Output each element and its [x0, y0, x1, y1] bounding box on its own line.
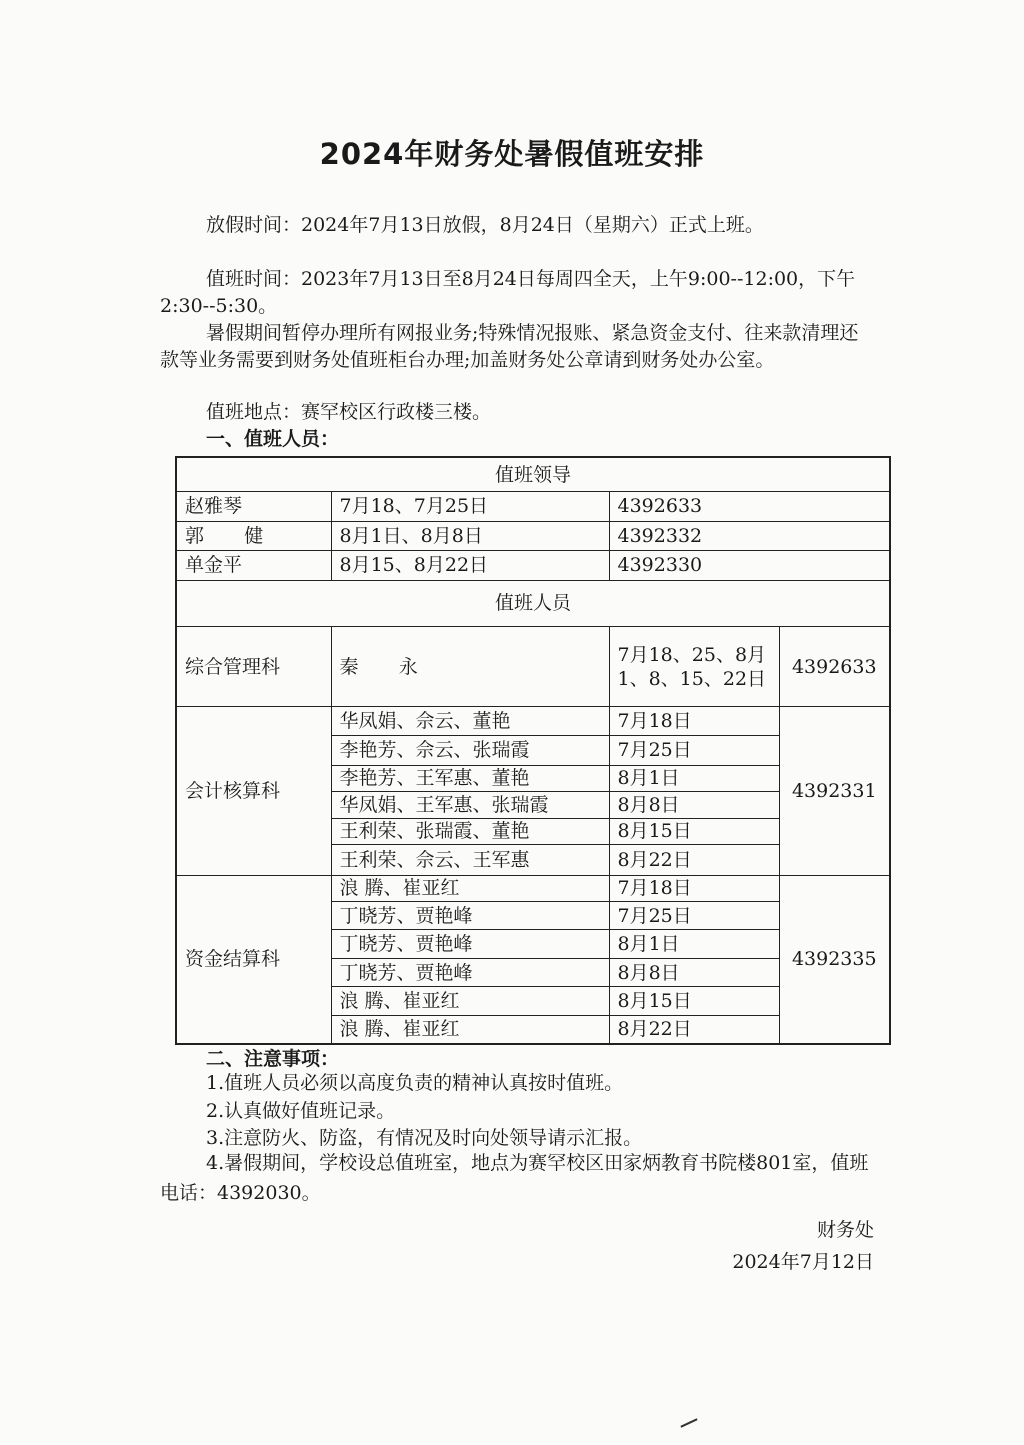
table-row [176, 521, 890, 551]
staff-date: 8月22日 [609, 845, 779, 876]
scan-mark [680, 1418, 697, 1427]
staff-names: 王利荣、佘云、王军惠 [331, 845, 609, 876]
leader-name: 郭 健 [176, 521, 331, 551]
table-row [176, 492, 890, 522]
section-notes-heading: 二、注意事项： [206, 1048, 340, 1070]
note-item: 1.值班人员必须以高度负责的精神认真按时值班。 [206, 1072, 624, 1094]
dept-general: 综合管理科 [176, 627, 331, 706]
staff-names: 丁晓芳、贾艳峰 [331, 958, 609, 986]
staff-names: 秦 永 [331, 627, 609, 706]
dept-phone: 4392633 [779, 627, 890, 706]
leader-dates: 8月1日、8月8日 [331, 521, 609, 551]
staff-date: 7月18日 [609, 706, 779, 736]
business-notice-paragraph: 暑假期间暂停办理所有网报业务;特殊情况报账、紧急资金支付、往来款清理还款等业务需要到财务处值班柜台办理;加盖财务处公章请到财务处办公室。 [160, 322, 859, 371]
signature-org: 财务处 [816, 1219, 874, 1241]
leader-dates: 8月15、8月22日 [331, 551, 609, 581]
holiday-time-paragraph: 放假时间：2024年7月13日放假，8月24日（星期六）正式上班。 [206, 214, 764, 236]
note-item: 2.认真做好值班记录。 [206, 1100, 396, 1122]
leaders-header: 值班领导 [176, 457, 890, 492]
leader-name: 单金平 [176, 551, 331, 581]
staff-date: 8月22日 [609, 1015, 779, 1044]
leader-name: 赵雅琴 [176, 492, 331, 522]
leader-phone: 4392633 [609, 492, 890, 522]
staff-date: 8月8日 [609, 958, 779, 986]
staff-date: 8月15日 [609, 818, 779, 844]
staff-date: 8月1日 [609, 930, 779, 958]
staff-names: 华凤娟、佘云、董艳 [331, 706, 609, 736]
leader-dates: 7月18、7月25日 [331, 492, 609, 522]
staff-date: 7月18日 [609, 875, 779, 901]
staff-names: 浪 腾、崔亚红 [331, 875, 609, 901]
duty-time-paragraph: 值班时间：2023年7月13日至8月24日每周四全天，上午9:00--12:00，下午2:30--5:30。 [160, 268, 856, 317]
table-row [176, 875, 890, 901]
note-item: 3.注意防火、防盗，有情况及时向处领导请示汇报。 [206, 1127, 643, 1149]
staff-dates: 7月18、25、8月1、8、15、22日 [609, 627, 779, 706]
staff-names: 李艳芳、佘云、张瑞霞 [331, 736, 609, 766]
table-row [176, 551, 890, 581]
document-title: 2024年财务处暑假值班安排 [319, 137, 705, 171]
dept-phone: 4392331 [779, 706, 890, 875]
staff-names: 丁晓芳、贾艳峰 [331, 901, 609, 929]
staff-date: 7月25日 [609, 901, 779, 929]
dept-accounting: 会计核算科 [176, 706, 331, 875]
staff-header: 值班人员 [176, 580, 890, 627]
duty-location-paragraph: 值班地点：赛罕校区行政楼三楼。 [206, 401, 492, 423]
table-row [176, 627, 890, 706]
duty-schedule-table [175, 456, 891, 1045]
staff-names: 浪 腾、崔亚红 [331, 1015, 609, 1044]
section-duty-personnel-heading: 一、值班人员： [206, 428, 340, 450]
staff-date: 8月8日 [609, 792, 779, 818]
staff-names: 浪 腾、崔亚红 [331, 987, 609, 1015]
staff-names: 李艳芳、王军惠、董艳 [331, 765, 609, 791]
staff-date: 7月25日 [609, 736, 779, 766]
staff-names: 丁晓芳、贾艳峰 [331, 930, 609, 958]
signature-date: 2024年7月12日 [732, 1251, 874, 1273]
staff-date: 8月15日 [609, 987, 779, 1015]
dept-phone: 4392335 [779, 875, 890, 1044]
table-row [176, 706, 890, 736]
leader-phone: 4392330 [609, 551, 890, 581]
staff-names: 华凤娟、王军惠、张瑞霞 [331, 792, 609, 818]
leader-phone: 4392332 [609, 521, 890, 551]
note-item: 4.暑假期间，学校设总值班室，地点为赛罕校区田家炳教育书院楼801室，值班电话：4392030。 [160, 1152, 869, 1204]
staff-names: 王利荣、张瑞霞、董艳 [331, 818, 609, 844]
staff-date: 8月1日 [609, 765, 779, 791]
dept-settlement: 资金结算科 [176, 875, 331, 1044]
